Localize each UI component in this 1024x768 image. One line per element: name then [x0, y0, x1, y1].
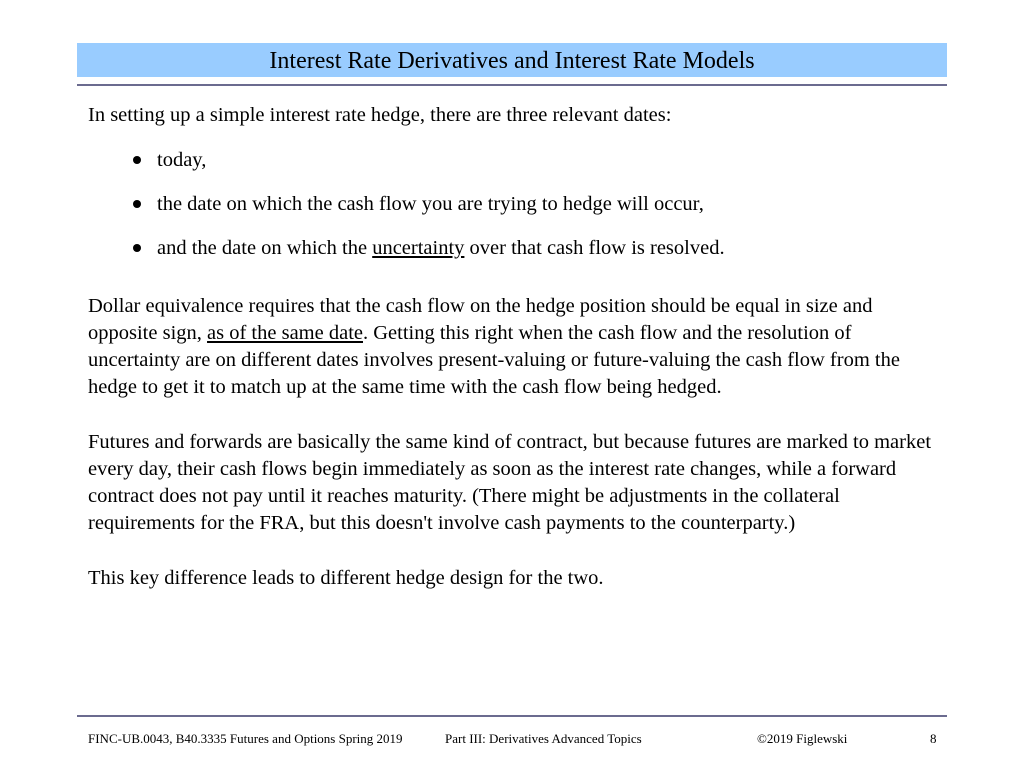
slide-body [88, 102, 936, 592]
paragraph-dollar-equivalence [88, 293, 936, 401]
bullet-icon [133, 156, 141, 164]
paragraph-key-difference: This key difference leads to different hedge design for the two. [88, 567, 604, 589]
intro-text: In setting up a simple interest rate hedge, there are three relevant dates: [88, 104, 672, 126]
footer-course: FINC-UB.0043, B40.3335 Futures and Options Spring 2019 [88, 731, 403, 746]
footer-divider [77, 715, 947, 717]
bullet-icon [133, 200, 141, 208]
slide-title: Interest Rate Derivatives and Interest Rate Models [77, 43, 947, 77]
bullet-icon [133, 244, 141, 252]
bullet-text: the date on which the cash flow you are trying to hedge will occur, [157, 193, 704, 215]
paragraph-text-after: . Getting this right when the cash flow and the resolution of uncertainty are on different dates involves present-valuing or future-valuing the cash flow from the hedge to get it to match up at the same time with the cash flow being hedged. [88, 322, 900, 398]
footer-page-number: 8 [930, 731, 937, 746]
paragraph-text-before: Dollar equivalence requires that the cash flow on the hedge position should be equal in size and opposite sign, [88, 295, 873, 344]
footer-copyright: ©2019 Figlewski [757, 731, 848, 746]
bullet-text: today, [157, 149, 207, 171]
dates-list [88, 147, 936, 262]
bullet-underlined-term: uncertainty [372, 237, 465, 259]
bullet-text-after: over that cash flow is resolved. [464, 237, 725, 259]
list-item [88, 191, 936, 218]
bullet-text-before: and the date on which the [157, 237, 373, 259]
paragraph-futures-forwards: Futures and forwards are basically the same kind of contract, but because futures are marked to market every day, their cash flows begin immediately as soon as the interest rate changes, while a forward contract does not pay until it reaches maturity. (There might be adjustments in the collateral requirements for the FRA, but this doesn't involve cash payments to the counterparty.) [88, 431, 932, 534]
paragraph-underlined-phrase: as of the same date [207, 322, 363, 344]
list-item [88, 235, 936, 262]
list-item [88, 147, 936, 174]
title-divider [77, 84, 947, 86]
footer-part: Part III: Derivatives Advanced Topics [445, 731, 642, 746]
